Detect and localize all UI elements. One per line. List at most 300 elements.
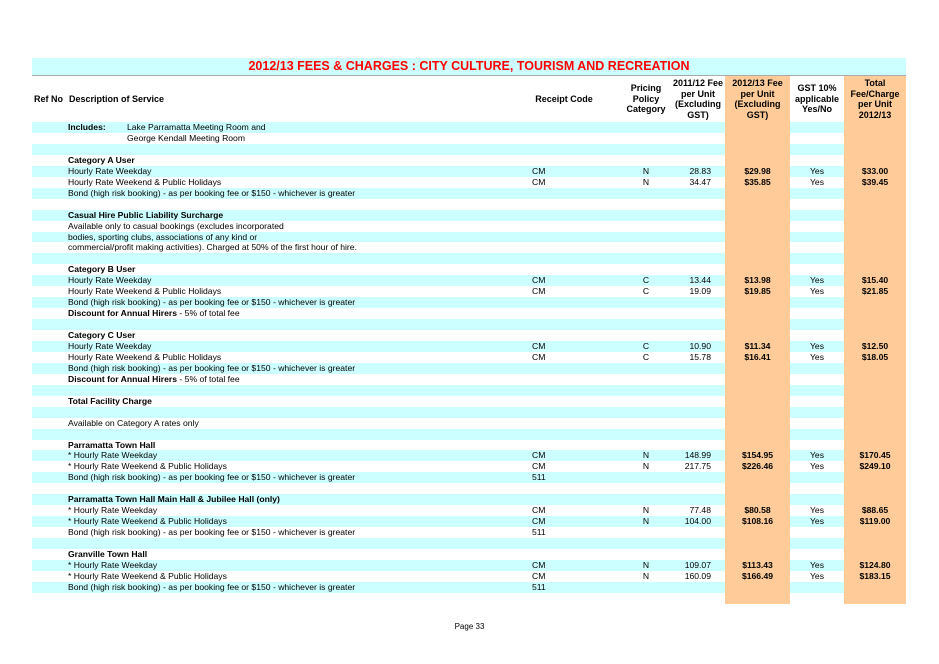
receipt-code-cell xyxy=(532,429,622,440)
fee-2011-cell: 109.07 xyxy=(670,560,725,571)
fee-2011-cell xyxy=(670,593,725,604)
gst-cell xyxy=(790,133,844,144)
fee-2011-cell: 10.90 xyxy=(670,341,725,352)
gst-cell xyxy=(790,330,844,341)
description-cell xyxy=(32,450,532,461)
fee-2012-cell: $13.98 xyxy=(725,275,790,286)
receipt-code-cell xyxy=(532,330,622,341)
receipt-code-cell xyxy=(532,374,622,385)
description-cell xyxy=(32,472,532,483)
receipt-code-cell xyxy=(532,210,622,221)
fee-2012-cell xyxy=(725,385,790,396)
total-cell: $12.50 xyxy=(844,341,906,352)
receipt-code-cell xyxy=(532,549,622,560)
pricing-policy-cell xyxy=(622,144,670,155)
table-row xyxy=(32,505,906,516)
gst-cell xyxy=(790,582,844,593)
fee-2011-cell xyxy=(670,297,725,308)
fee-2011-cell xyxy=(670,330,725,341)
gst-cell xyxy=(790,363,844,374)
receipt-code-cell: CM xyxy=(532,450,622,461)
description-cell xyxy=(32,549,532,560)
fee-2012-cell: $29.98 xyxy=(725,166,790,177)
pricing-policy-cell: C xyxy=(622,275,670,286)
gst-cell xyxy=(790,232,844,243)
fee-2011-cell xyxy=(670,396,725,407)
pricing-policy-cell xyxy=(622,122,670,133)
receipt-code-cell xyxy=(532,232,622,243)
total-cell xyxy=(844,330,906,341)
receipt-code-cell: CM xyxy=(532,176,546,187)
description-cell xyxy=(32,144,532,155)
total-cell xyxy=(844,264,906,275)
description-text: Bond (high risk booking) - as per booking fee or $150 - whichever is greater xyxy=(68,527,356,538)
table-row xyxy=(32,385,906,396)
fee-2012-cell: $113.43 xyxy=(725,560,790,571)
fee-2012-cell xyxy=(725,494,790,505)
fee-2012-cell: $108.16 xyxy=(725,516,790,527)
fee-2012-cell xyxy=(725,232,790,243)
pricing-policy-cell: N xyxy=(642,505,650,516)
includes-label: Includes: xyxy=(68,122,106,132)
table-row xyxy=(32,155,906,166)
receipt-code-cell xyxy=(532,319,622,330)
receipt-code-cell xyxy=(532,538,622,549)
table-row xyxy=(32,516,906,527)
total-cell xyxy=(844,144,906,155)
total-cell: $183.15 xyxy=(844,571,906,582)
fee-2011-cell xyxy=(670,308,725,319)
pricing-policy-cell: N xyxy=(642,570,650,581)
table-row xyxy=(32,242,906,253)
receipt-code-cell xyxy=(532,494,622,505)
description-text: * Hourly Rate Weekend & Public Holidays xyxy=(68,570,227,581)
fee-2012-cell: $11.34 xyxy=(725,341,790,352)
description-text: Total Facility Charge xyxy=(68,395,152,406)
header-ref: Ref No xyxy=(34,93,63,104)
table-row xyxy=(32,538,906,549)
table-row xyxy=(32,166,906,177)
fee-2011-cell xyxy=(670,483,725,494)
description-text: Bond (high risk booking) - as per booking fee or $150 - whichever is greater xyxy=(68,472,356,483)
fees-sheet xyxy=(32,58,906,604)
receipt-code-cell: CM xyxy=(532,560,622,571)
description-cell xyxy=(32,308,532,319)
pricing-policy-cell xyxy=(622,538,670,549)
table-row xyxy=(32,363,906,374)
gst-cell xyxy=(790,155,844,166)
fee-2011-cell: 104.00 xyxy=(670,516,725,527)
description-text: Available only to casual bookings (excludes incorporated xyxy=(68,220,284,231)
total-cell: $18.05 xyxy=(844,352,906,363)
total-cell: $33.00 xyxy=(844,166,906,177)
description-cell xyxy=(32,593,532,604)
fee-2012-cell xyxy=(725,264,790,275)
pricing-policy-cell: N xyxy=(622,516,670,527)
total-cell: $88.65 xyxy=(844,505,906,516)
description-text: * Hourly Rate Weekend & Public Holidays xyxy=(68,461,227,472)
total-cell xyxy=(844,527,906,538)
fee-2011-cell: 148.99 xyxy=(670,450,725,461)
fee-2012-cell xyxy=(725,527,790,538)
gst-cell xyxy=(790,418,844,429)
total-cell xyxy=(844,549,906,560)
header-total: Total Fee/Charge per Unit 2012/13 xyxy=(844,76,906,122)
description-text: Category C User xyxy=(68,330,136,341)
description-text: Discount for Annual Hirers xyxy=(68,308,178,319)
description-text: Category B User xyxy=(68,264,136,275)
pricing-policy-cell: N xyxy=(642,176,650,187)
description-text: Hourly Rate Weekday xyxy=(68,165,152,176)
table-row xyxy=(32,188,906,199)
fee-2012-cell: $16.41 xyxy=(725,352,790,363)
fee-2012-cell xyxy=(725,363,790,374)
table-row xyxy=(32,232,906,243)
total-cell xyxy=(844,319,906,330)
description-cell xyxy=(32,461,532,472)
fee-2011-cell xyxy=(670,472,725,483)
receipt-code-cell xyxy=(532,308,622,319)
description-cell xyxy=(32,418,532,429)
receipt-code-cell xyxy=(532,253,622,264)
description-cell xyxy=(32,275,532,286)
description-cell xyxy=(32,505,532,516)
description-text: Category A User xyxy=(68,154,135,165)
table-row xyxy=(32,582,906,593)
gst-cell xyxy=(790,199,844,210)
pricing-policy-cell xyxy=(622,582,670,593)
description-text: * Hourly Rate Weekday xyxy=(68,450,158,461)
fee-2012-cell: $226.46 xyxy=(725,461,790,472)
fee-2011-cell xyxy=(670,242,725,253)
description-cell xyxy=(32,440,532,451)
receipt-code-cell xyxy=(532,242,622,253)
receipt-code-cell: 511 xyxy=(532,527,546,538)
page-number: Page 33 xyxy=(454,622,485,631)
description-text: Parramatta Town Hall xyxy=(68,439,156,450)
description-text: Hourly Rate Weekend & Public Holidays xyxy=(68,351,222,362)
gst-cell: Yes xyxy=(790,560,844,571)
fee-2012-cell xyxy=(725,253,790,264)
receipt-code-cell xyxy=(532,264,622,275)
gst-cell xyxy=(790,308,844,319)
table-row xyxy=(32,560,906,571)
pricing-policy-cell xyxy=(622,440,670,451)
receipt-code-cell xyxy=(532,199,622,210)
gst-cell xyxy=(790,538,844,549)
table-row xyxy=(32,221,906,232)
fee-2012-cell xyxy=(725,188,790,199)
table-row xyxy=(32,494,906,505)
receipt-code-cell xyxy=(532,133,622,144)
gst-cell: Yes xyxy=(809,570,825,581)
table-row xyxy=(32,472,906,483)
pricing-policy-cell: N xyxy=(622,450,670,461)
description-cell xyxy=(32,571,532,582)
receipt-code-cell xyxy=(532,221,622,232)
fee-2012-cell xyxy=(725,429,790,440)
table-row xyxy=(32,330,906,341)
fee-2012-cell xyxy=(725,418,790,429)
description-cell xyxy=(32,319,532,330)
description-text: Hourly Rate Weekend & Public Holidays xyxy=(68,176,222,187)
table-row xyxy=(32,133,906,144)
fee-2011-cell xyxy=(670,122,725,133)
pricing-policy-cell xyxy=(622,199,670,210)
fee-2011-cell xyxy=(670,188,725,199)
description-cell xyxy=(32,122,532,133)
description-text: Bond (high risk booking) - as per booking fee or $150 - whichever is greater xyxy=(68,187,356,198)
description-cell xyxy=(32,494,532,505)
description-text: Bond (high risk booking) - as per booking fee or $150 - whichever is greater xyxy=(68,581,356,592)
description-cell xyxy=(32,232,532,243)
description-text: Lake Parramatta Meeting Room and xyxy=(127,122,266,132)
fee-2012-cell xyxy=(725,122,790,133)
description-text: Parramatta Town Hall Main Hall & Jubilee Hall (only) xyxy=(68,494,280,505)
description-text: Hourly Rate Weekday xyxy=(68,341,152,351)
description-text: George Kendall Meeting Room xyxy=(127,132,245,143)
fee-2012-cell xyxy=(725,199,790,210)
pricing-policy-cell xyxy=(622,407,670,418)
gst-cell xyxy=(790,374,844,385)
gst-cell xyxy=(790,264,844,275)
description-suffix: - 5% of total fee xyxy=(177,373,240,384)
fee-2011-cell: 217.75 xyxy=(684,461,711,472)
gst-cell: Yes xyxy=(809,351,825,362)
receipt-code-cell xyxy=(532,440,622,451)
gst-cell: Yes xyxy=(809,461,825,472)
total-cell xyxy=(844,155,906,166)
gst-cell xyxy=(790,188,844,199)
description-cell xyxy=(32,242,532,253)
description-cell xyxy=(32,188,532,199)
receipt-code-cell xyxy=(532,297,622,308)
fee-2011-cell xyxy=(670,385,725,396)
fee-2012-cell xyxy=(725,483,790,494)
fee-2011-cell: 77.48 xyxy=(689,505,711,516)
gst-cell xyxy=(790,396,844,407)
receipt-code-cell: CM xyxy=(532,166,622,177)
gst-cell xyxy=(790,549,844,560)
fee-2012-cell xyxy=(725,396,790,407)
gst-cell xyxy=(790,210,844,221)
fee-2012-cell xyxy=(725,440,790,451)
total-cell xyxy=(844,199,906,210)
fee-2011-cell: 28.83 xyxy=(670,166,725,177)
total-cell xyxy=(844,242,906,253)
receipt-code-cell xyxy=(532,144,622,155)
fee-2012-cell xyxy=(725,407,790,418)
total-cell xyxy=(844,308,906,319)
receipt-code-cell: CM xyxy=(532,505,546,516)
table-row xyxy=(32,374,906,385)
receipt-code-cell xyxy=(532,122,622,133)
fee-2011-cell xyxy=(670,527,725,538)
receipt-code-cell xyxy=(532,155,622,166)
fee-2012-cell: $154.95 xyxy=(725,450,790,461)
receipt-code-cell: CM xyxy=(532,461,546,472)
receipt-code-cell xyxy=(532,396,622,407)
gst-cell xyxy=(790,483,844,494)
pricing-policy-cell: C xyxy=(642,286,650,297)
pricing-policy-cell: N xyxy=(642,461,650,472)
table-row xyxy=(32,286,906,297)
description-cell xyxy=(32,264,532,275)
fee-2011-cell xyxy=(670,221,725,232)
total-cell xyxy=(844,188,906,199)
receipt-code-cell: 511 xyxy=(532,472,622,483)
fee-2012-cell xyxy=(725,155,790,166)
pricing-policy-cell xyxy=(622,221,670,232)
fee-2011-cell: 19.09 xyxy=(689,286,711,297)
total-cell: $119.00 xyxy=(844,516,906,527)
description-text: bodies, sporting clubs, associations of any kind or xyxy=(68,231,258,242)
gst-cell xyxy=(790,407,844,418)
table-row xyxy=(32,341,906,352)
fee-2012-cell xyxy=(725,472,790,483)
gst-cell xyxy=(790,253,844,264)
description-text: Casual Hire Public Liability Surcharge xyxy=(68,209,224,220)
fee-2012-cell xyxy=(725,297,790,308)
receipt-code-cell xyxy=(532,483,622,494)
fee-2012-cell xyxy=(725,242,790,253)
description-cell xyxy=(32,286,532,297)
fee-2011-cell xyxy=(670,418,725,429)
page-title: 2012/13 FEES & CHARGES : CITY CULTURE, TOURISM AND RECREATION xyxy=(32,58,906,75)
total-cell: $15.40 xyxy=(844,275,906,286)
total-cell xyxy=(844,582,906,593)
table-row xyxy=(32,396,906,407)
fee-2011-cell xyxy=(670,582,725,593)
description-cell xyxy=(32,133,532,144)
header-pricing-policy: Pricing Policy Category xyxy=(626,83,666,115)
fee-2012-cell xyxy=(725,144,790,155)
description-cell xyxy=(32,582,532,593)
description-cell xyxy=(32,385,532,396)
pricing-policy-cell xyxy=(622,472,670,483)
gst-cell xyxy=(790,319,844,330)
fee-2012-cell xyxy=(725,549,790,560)
fee-2012-cell: $166.49 xyxy=(725,571,790,582)
fee-2011-cell xyxy=(670,232,725,243)
table-row xyxy=(32,461,906,472)
table-row xyxy=(32,264,906,275)
description-suffix: - 5% of total fee xyxy=(177,308,240,319)
pricing-policy-cell xyxy=(622,385,670,396)
description-text: * Hourly Rate Weekday xyxy=(68,505,158,516)
description-text: Hourly Rate Weekend & Public Holidays xyxy=(68,286,222,297)
fee-2012-cell: $35.85 xyxy=(725,177,790,188)
description-cell xyxy=(32,297,532,308)
total-cell: $170.45 xyxy=(844,450,906,461)
fee-2011-cell xyxy=(670,144,725,155)
header-description: Description of Service xyxy=(69,93,165,104)
total-cell xyxy=(844,472,906,483)
table-row xyxy=(32,253,906,264)
pricing-policy-cell xyxy=(622,429,670,440)
description-text: * Hourly Rate Weekend & Public Holidays xyxy=(68,516,227,527)
total-cell xyxy=(844,133,906,144)
pricing-policy-cell xyxy=(622,494,670,505)
table-row xyxy=(32,275,906,286)
description-text: Bond (high risk booking) - as per booking fee or $150 - whichever is greater xyxy=(68,297,356,308)
description-cell xyxy=(32,330,532,341)
fee-2012-cell xyxy=(725,538,790,549)
gst-cell: Yes xyxy=(809,286,825,297)
receipt-code-cell: CM xyxy=(532,275,622,286)
total-cell: $124.80 xyxy=(844,560,906,571)
total-cell xyxy=(844,407,906,418)
table-row xyxy=(32,429,906,440)
description-text: Granville Town Hall xyxy=(68,549,148,560)
fee-2011-cell xyxy=(670,407,725,418)
fee-2012-cell xyxy=(725,374,790,385)
receipt-code-cell: 511 xyxy=(532,582,622,593)
fee-2011-cell: 160.09 xyxy=(684,570,711,581)
fee-2011-cell xyxy=(670,429,725,440)
description-cell xyxy=(32,560,532,571)
header-fee-2012: 2012/13 Fee per Unit (Excluding GST) xyxy=(725,76,790,122)
table-row xyxy=(32,210,906,221)
description-cell xyxy=(32,396,532,407)
description-cell xyxy=(32,253,532,264)
pricing-policy-cell xyxy=(622,483,670,494)
receipt-code-cell xyxy=(532,418,622,429)
description-cell xyxy=(32,166,532,177)
gst-cell: Yes xyxy=(809,176,825,187)
table-header xyxy=(32,75,906,122)
description-cell xyxy=(32,374,532,385)
total-cell xyxy=(844,483,906,494)
description-cell xyxy=(32,155,532,166)
pricing-policy-cell xyxy=(622,374,670,385)
gst-cell: Yes xyxy=(790,341,844,352)
pricing-policy-cell: N xyxy=(622,166,670,177)
total-cell xyxy=(844,232,906,243)
total-cell xyxy=(844,429,906,440)
gst-cell: Yes xyxy=(790,450,844,461)
fee-2011-cell xyxy=(670,253,725,264)
fee-2011-cell xyxy=(670,440,725,451)
receipt-code-cell xyxy=(532,385,622,396)
fee-2012-cell xyxy=(725,308,790,319)
total-cell xyxy=(844,396,906,407)
pricing-policy-cell xyxy=(622,253,670,264)
table-row xyxy=(32,450,906,461)
description-cell xyxy=(32,221,532,232)
pricing-policy-cell xyxy=(622,418,670,429)
fee-2012-cell xyxy=(725,330,790,341)
fee-2011-cell xyxy=(670,549,725,560)
gst-cell: Yes xyxy=(790,275,844,286)
gst-cell xyxy=(790,122,844,133)
total-cell: $39.45 xyxy=(844,177,906,188)
pricing-policy-cell xyxy=(622,593,670,604)
description-cell xyxy=(32,516,532,527)
receipt-code-cell: CM xyxy=(532,516,622,527)
table-row xyxy=(32,407,906,418)
description-cell xyxy=(32,352,532,363)
gst-cell: Yes xyxy=(809,505,825,516)
pricing-policy-cell xyxy=(622,319,670,330)
pricing-policy-cell xyxy=(622,188,670,199)
description-cell xyxy=(32,483,532,494)
description-cell xyxy=(32,538,532,549)
fee-2011-cell xyxy=(670,374,725,385)
fee-2012-cell: $19.85 xyxy=(725,286,790,297)
receipt-code-cell xyxy=(532,593,622,604)
description-cell xyxy=(32,341,532,352)
